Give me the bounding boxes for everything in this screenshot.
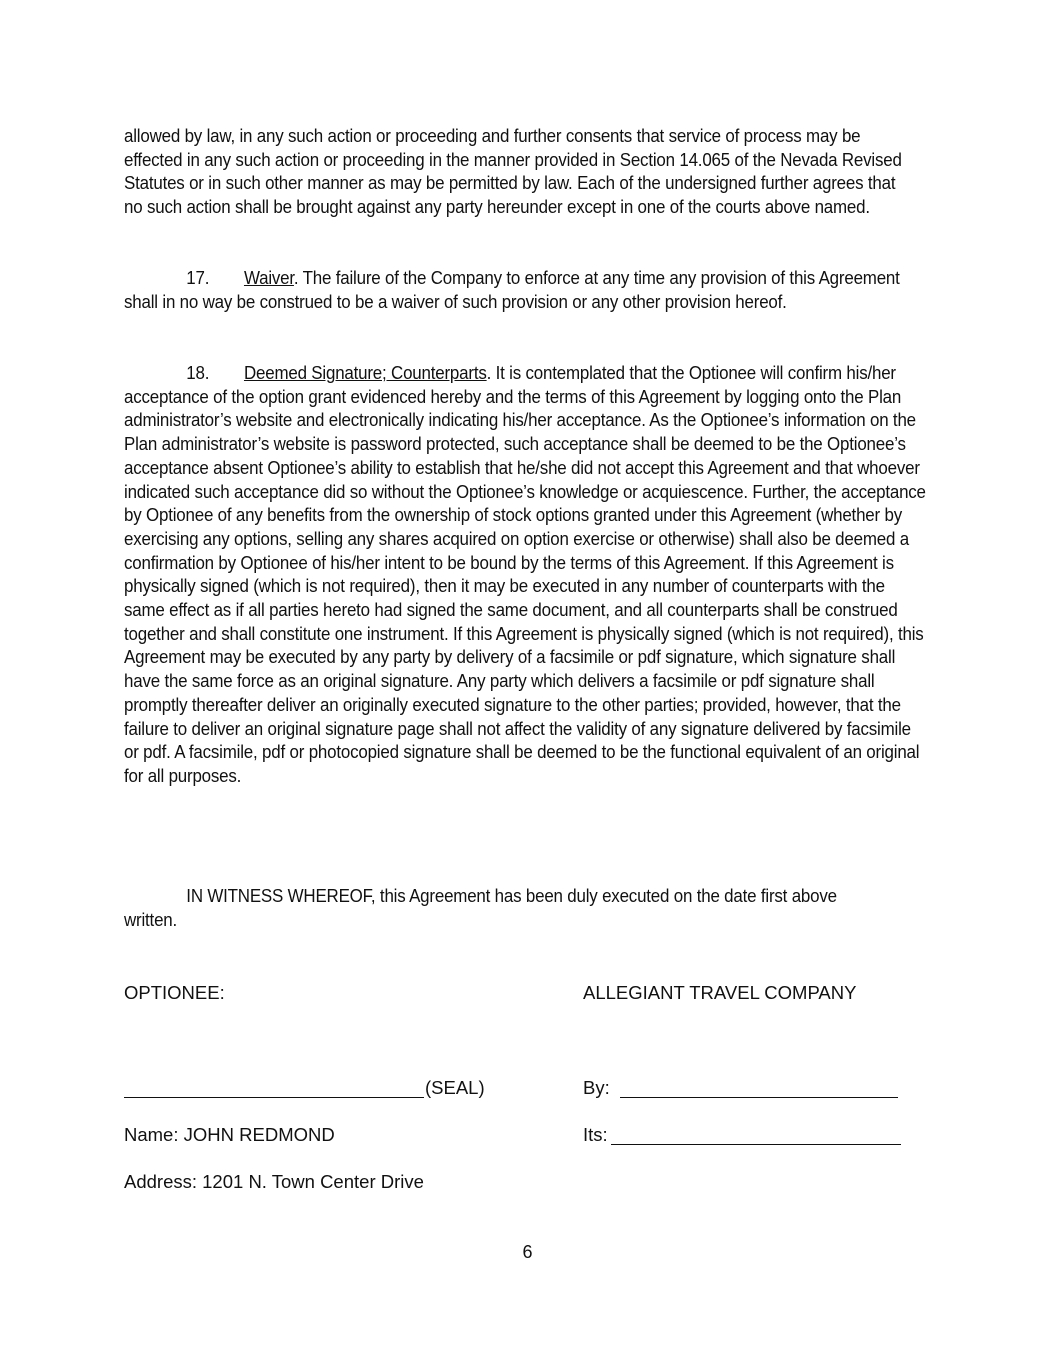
its-title-line [611,1144,901,1145]
section-17 [124,267,924,314]
optionee-address: Address: 1201 N. Town Center Drive [124,1171,424,1192]
section-17-number: 17. [186,268,210,288]
page-number: 6 [522,1242,533,1262]
optionee-name: Name: JOHN REDMOND [124,1124,335,1145]
optionee-signature-line [124,1097,424,1098]
section-17-body: . The failure of the Company to enforce at any time any provision of this Agreement shall in no way be construed to be a waiver of such provision or any other provision hereof. [124,268,900,312]
its-label: Its: [583,1124,608,1145]
company-label: ALLEGIANT TRAVEL COMPANY [583,982,857,1003]
witness-clause: IN WITNESS WHEREOF, this Agreement has been duly executed on the date first above written. [124,886,837,930]
seal-label: (SEAL) [425,1077,485,1098]
section-17-heading: Waiver [243,268,294,288]
section-18-heading: Deemed Signature; Counterparts [243,363,487,383]
by-signature-line [620,1097,898,1098]
by-label: By: [583,1077,610,1098]
paragraph-continued: allowed by law, in any such action or proceeding and further consents that service of process may be effected in any such action or proceeding in the manner provided in Section 14.065 of the Nevada Revised Statutes or in such other manner as may be permitted by law. Each of the undersigned further agrees that no such action shall be brought against any party hereunder except in one of the courts above named. [124,126,902,218]
section-18 [124,362,928,789]
section-18-number: 18. [186,363,210,383]
optionee-label: OPTIONEE: [124,982,225,1003]
section-18-body: . It is contemplated that the Optionee will confirm his/her acceptance of the option grant evidenced hereby and the terms of this Agreement by logging onto the Plan administrator’s website and electronically indicating his/her acceptance. As the Optionee’s information on the Plan administrator’s website is password protected, such acceptance shall be deemed to be the Optionee’s acceptance absent Optionee’s ability to establish that he/she did not accept this Agreement and that whoever indicated such acceptance did so without the Optionee’s knowledge or acquiescence. Further, the acceptance by Optionee of any benefits from the ownership of stock options granted under this Agreement (whether by exercising any options, selling any shares acquired on option exercise or otherwise) shall also be deemed a confirmation by Optionee of his/her intent to be bound by the terms of this Agreement. If this Agreement is physically signed (which is not required), then it may be executed in any number of counterparts with the same effect as if all parties hereto had signed the same document, and all counterparts shall be construed together and shall constitute one instrument. If this Agreement is physically signed (which is not required), this Agreement may be executed by any party by delivery of a facsimile or pdf signature, which signature shall have the same force as an original signature. Any party which delivers a facsimile or pdf signature shall promptly thereafter deliver an originally executed signature to the other parties; provided, however, that the failure to deliver an original signature page shall not affect the validity of any signature delivered by facsimile or pdf. A facsimile, pdf or photocopied signature shall be deemed to be the functional equivalent of an original for all purposes. [124,363,926,786]
